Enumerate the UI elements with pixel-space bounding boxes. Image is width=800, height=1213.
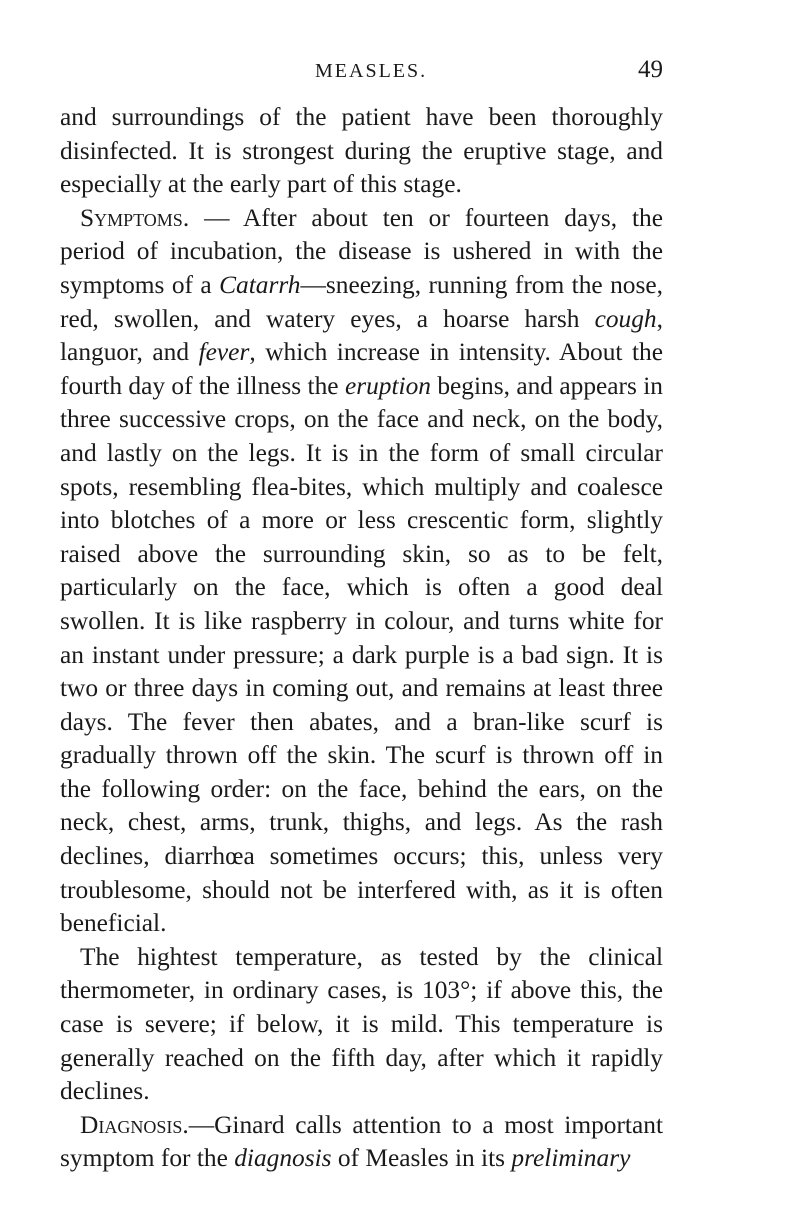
paragraph-temperature (60, 941, 663, 1109)
text-run: — After about ten or fourteen days, the period of incubation, the disease is ushered in with the symptoms of a (60, 203, 663, 299)
italic-term: cough (594, 304, 657, 333)
paragraph-continuation (60, 101, 663, 202)
text-run: , which increase in intensity. About the fourth day of the illness the (60, 338, 663, 400)
section-heading-symptoms: Symptoms. (80, 203, 190, 232)
paragraph-symptoms (60, 202, 663, 941)
running-title: MEASLES. (315, 60, 428, 82)
italic-term: fever (198, 338, 250, 367)
paragraph-text: The hightest temperature, as tested by the clinical thermometer, in ordinary cases, is 103°; if above this, the case is severe; if below, it is mild. This temperature is generally reached on the fifth day, after which it rapidly declines. (60, 942, 663, 1106)
text-run: begins, and appears in three successive crops, on the face and neck, on the body, and lastly on the legs. It is in the form of small circular spots, resembling flea-bites, which multiply and coalesce into blotches of a more or less crescentic form, slightly raised above the surrounding skin, so as to be felt, particularly on the face, which is often a good deal swollen. It is like raspberry in colour, and turns white for an instant under pressure; a dark purple is a bad sign. It is two or three days in coming out, and remains at least three days. The fever then abates, and a bran-like scurf is gradually thrown off the skin. The scurf is thrown off in the following order: on the face, behind the ears, on the neck, chest, arms, trunk, thighs, and legs. As the rash declines, diarrhœa sometimes occurs; this, unless very troublesome, should not be interfered with, as it is often beneficial. (60, 371, 663, 938)
paragraph-diagnosis (60, 1109, 663, 1176)
section-heading-diagnosis: Diagnosis. (80, 1110, 189, 1139)
page-number: 49 (638, 56, 663, 83)
italic-term: diagnosis (234, 1144, 332, 1173)
paragraph-text: and surroundings of the patient have been thoroughly disinfected. It is strongest during the eruptive stage, and especially at the early part of this stage. (60, 103, 663, 199)
italic-term: eruption (344, 371, 431, 400)
text-run: , languor, and (60, 304, 663, 367)
running-head (60, 56, 663, 90)
italic-term: preliminary (511, 1144, 631, 1173)
italic-term: Catarrh (219, 270, 301, 299)
text-run: —sneezing, running from the nose, red, swollen, and watery eyes, a hoarse harsh (60, 270, 663, 333)
body-text (60, 101, 663, 1176)
text-run: —Ginard calls attention to a most important symptom for the (60, 1110, 663, 1173)
text-run: of Measles in its (331, 1144, 512, 1173)
